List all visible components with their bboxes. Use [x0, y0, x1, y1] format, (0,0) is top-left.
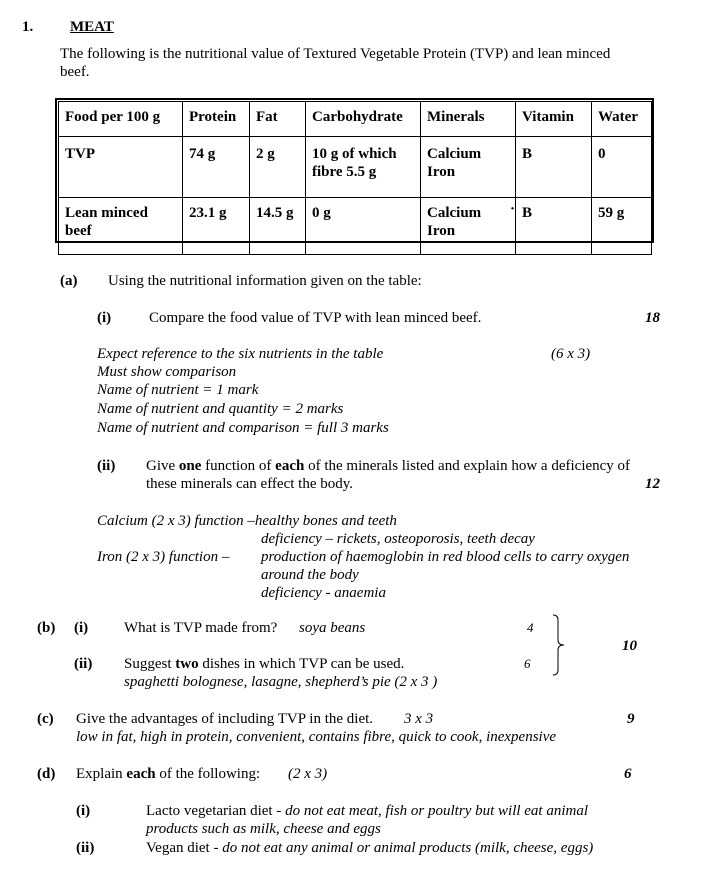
part-c-answer: low in fat, high in protein, convenient, contains fibre, quick to cook, inexpensive — [76, 729, 557, 745]
table-header-cell: Water — [592, 102, 652, 137]
table-header-cell: Protein — [183, 102, 250, 137]
part-d-i-text — [146, 802, 588, 820]
cell-value: B — [522, 205, 533, 221]
part-b-ii-answer: spaghetti bolognese, lasagne, shepherd’s pie (2 x 3 ) — [124, 674, 438, 690]
cell-line: fibre 5.5 g — [312, 164, 377, 180]
text-run: dishes in which TVP can be used. — [198, 656, 405, 672]
text-run: Suggest — [124, 656, 176, 672]
iron-function-label: Iron (2 x 3) function – — [97, 549, 230, 565]
stray-mark: · — [510, 201, 516, 217]
table-cell: 2 g — [250, 137, 306, 198]
iron-deficiency: deficiency - anaemia — [261, 585, 386, 601]
table-cell — [59, 198, 183, 255]
part-a-ii-text — [146, 457, 630, 475]
part-a-i-label: (i) — [97, 310, 112, 326]
term: Lacto vegetarian diet - — [146, 803, 286, 819]
part-c-label: (c) — [37, 711, 54, 727]
table-cell — [421, 198, 516, 255]
scheme-line: Must show comparison — [97, 364, 237, 380]
cell-line: Iron — [427, 223, 456, 239]
scheme-line: Name of nutrient = 1 mark — [97, 382, 259, 398]
part-a-ii-label: (ii) — [97, 458, 116, 474]
part-a-text: Using the nutritional information given on the table: — [108, 273, 422, 289]
table-cell: 14.5 g — [250, 198, 306, 255]
part-a-ii-text-line2: these minerals can effect the body. — [146, 476, 353, 492]
intro-line-2: beef. — [60, 64, 90, 80]
part-a-label: (a) — [60, 273, 78, 289]
table-cell: B — [516, 137, 592, 198]
part-d-marks: 6 — [624, 766, 632, 782]
part-b-ii-text — [124, 655, 404, 673]
scheme-line: Name of nutrient and comparison = full 3 marks — [97, 420, 389, 436]
part-d-i-label: (i) — [76, 803, 91, 819]
calcium-function: Calcium (2 x 3) function –healthy bones and teeth — [97, 513, 397, 529]
cell-line: Calcium — [427, 146, 482, 162]
cell-line: 10 g of which — [312, 146, 397, 162]
emphasis-each: each — [126, 766, 156, 782]
part-b-ii-label: (ii) — [74, 656, 93, 672]
table-row — [59, 137, 652, 198]
answer: do not eat meat, fish or poultry but will eat animal — [285, 803, 589, 819]
part-b-total-marks: 10 — [622, 638, 637, 654]
emphasis-one: one — [178, 458, 202, 474]
table-header-cell: Carbohydrate — [306, 102, 421, 137]
cell-line: beef — [65, 223, 92, 239]
scheme-line: Name of nutrient and quantity = 2 marks — [97, 401, 344, 417]
part-d-breakdown: (2 x 3) — [288, 766, 328, 782]
text-run: of the following: — [155, 766, 261, 782]
part-b-i-text: What is TVP made from? — [124, 620, 278, 636]
part-a-i-text: Compare the food value of TVP with lean minced beef. — [149, 310, 482, 326]
table-header-cell: Food per 100 g — [59, 102, 183, 137]
table-header-cell: Minerals — [421, 102, 516, 137]
iron-function: production of haemoglobin in red blood cells to carry oxygen — [261, 549, 630, 565]
part-a-ii-marks: 12 — [645, 476, 660, 492]
table-cell: 0 g — [306, 198, 421, 255]
part-d-label: (d) — [37, 766, 56, 782]
table-cell: 59 g — [592, 198, 652, 255]
emphasis-each: each — [275, 458, 305, 474]
table-header-cell: Fat — [250, 102, 306, 137]
table-cell: TVP — [59, 137, 183, 198]
part-a-i-marks: 18 — [645, 310, 660, 326]
part-b-i-marks: 4 — [527, 620, 534, 635]
part-b-i-answer: soya beans — [299, 620, 366, 636]
part-c-marks: 9 — [627, 711, 635, 727]
part-d-text — [76, 765, 260, 783]
table-cell: 23.1 g — [183, 198, 250, 255]
calcium-deficiency: deficiency – rickets, osteoporosis, teeth decay — [261, 531, 535, 547]
question-title: MEAT — [70, 19, 114, 35]
part-d-ii-text — [146, 839, 593, 857]
part-a-i-breakdown: (6 x 3) — [551, 346, 591, 362]
term: Vegan diet - — [146, 840, 223, 856]
part-d-i-answer-line2: products such as milk, cheese and eggs — [146, 821, 381, 837]
text-run: function of — [201, 458, 276, 474]
scheme-line: Expect reference to the six nutrients in the table — [97, 346, 384, 362]
part-b-ii-marks: 6 — [524, 656, 531, 671]
part-d-ii-label: (ii) — [76, 840, 95, 856]
table-cell: 74 g — [183, 137, 250, 198]
table-header-cell: Vitamin — [516, 102, 592, 137]
table-row — [59, 198, 652, 255]
intro-line-1: The following is the nutritional value of Textured Vegetable Protein (TVP) and lean minced — [60, 46, 611, 62]
part-b-i-label: (i) — [74, 620, 89, 636]
question-number: 1. — [22, 19, 34, 35]
answer: do not eat any animal or animal products (milk, cheese, eggs) — [222, 840, 594, 856]
part-b-label: (b) — [37, 620, 56, 636]
table-cell — [421, 137, 516, 198]
nutrition-table — [58, 101, 652, 255]
table-cell: 0 — [592, 137, 652, 198]
table-header-row — [59, 102, 652, 137]
iron-function-line2: around the body — [261, 567, 359, 583]
cell-line: Iron — [427, 164, 456, 180]
table-cell — [306, 137, 421, 198]
text-run: Explain — [76, 766, 127, 782]
text-run: Give — [146, 458, 179, 474]
emphasis-two: two — [175, 656, 199, 672]
part-c-text: Give the advantages of including TVP in the diet. — [76, 711, 374, 727]
table-cell — [510, 198, 592, 255]
cell-line: Calcium — [427, 205, 482, 221]
brace-icon — [552, 614, 566, 676]
part-c-breakdown: 3 x 3 — [404, 711, 434, 727]
text-run: of the minerals listed and explain how a deficiency of — [304, 458, 631, 474]
cell-line: Lean minced — [65, 205, 148, 221]
